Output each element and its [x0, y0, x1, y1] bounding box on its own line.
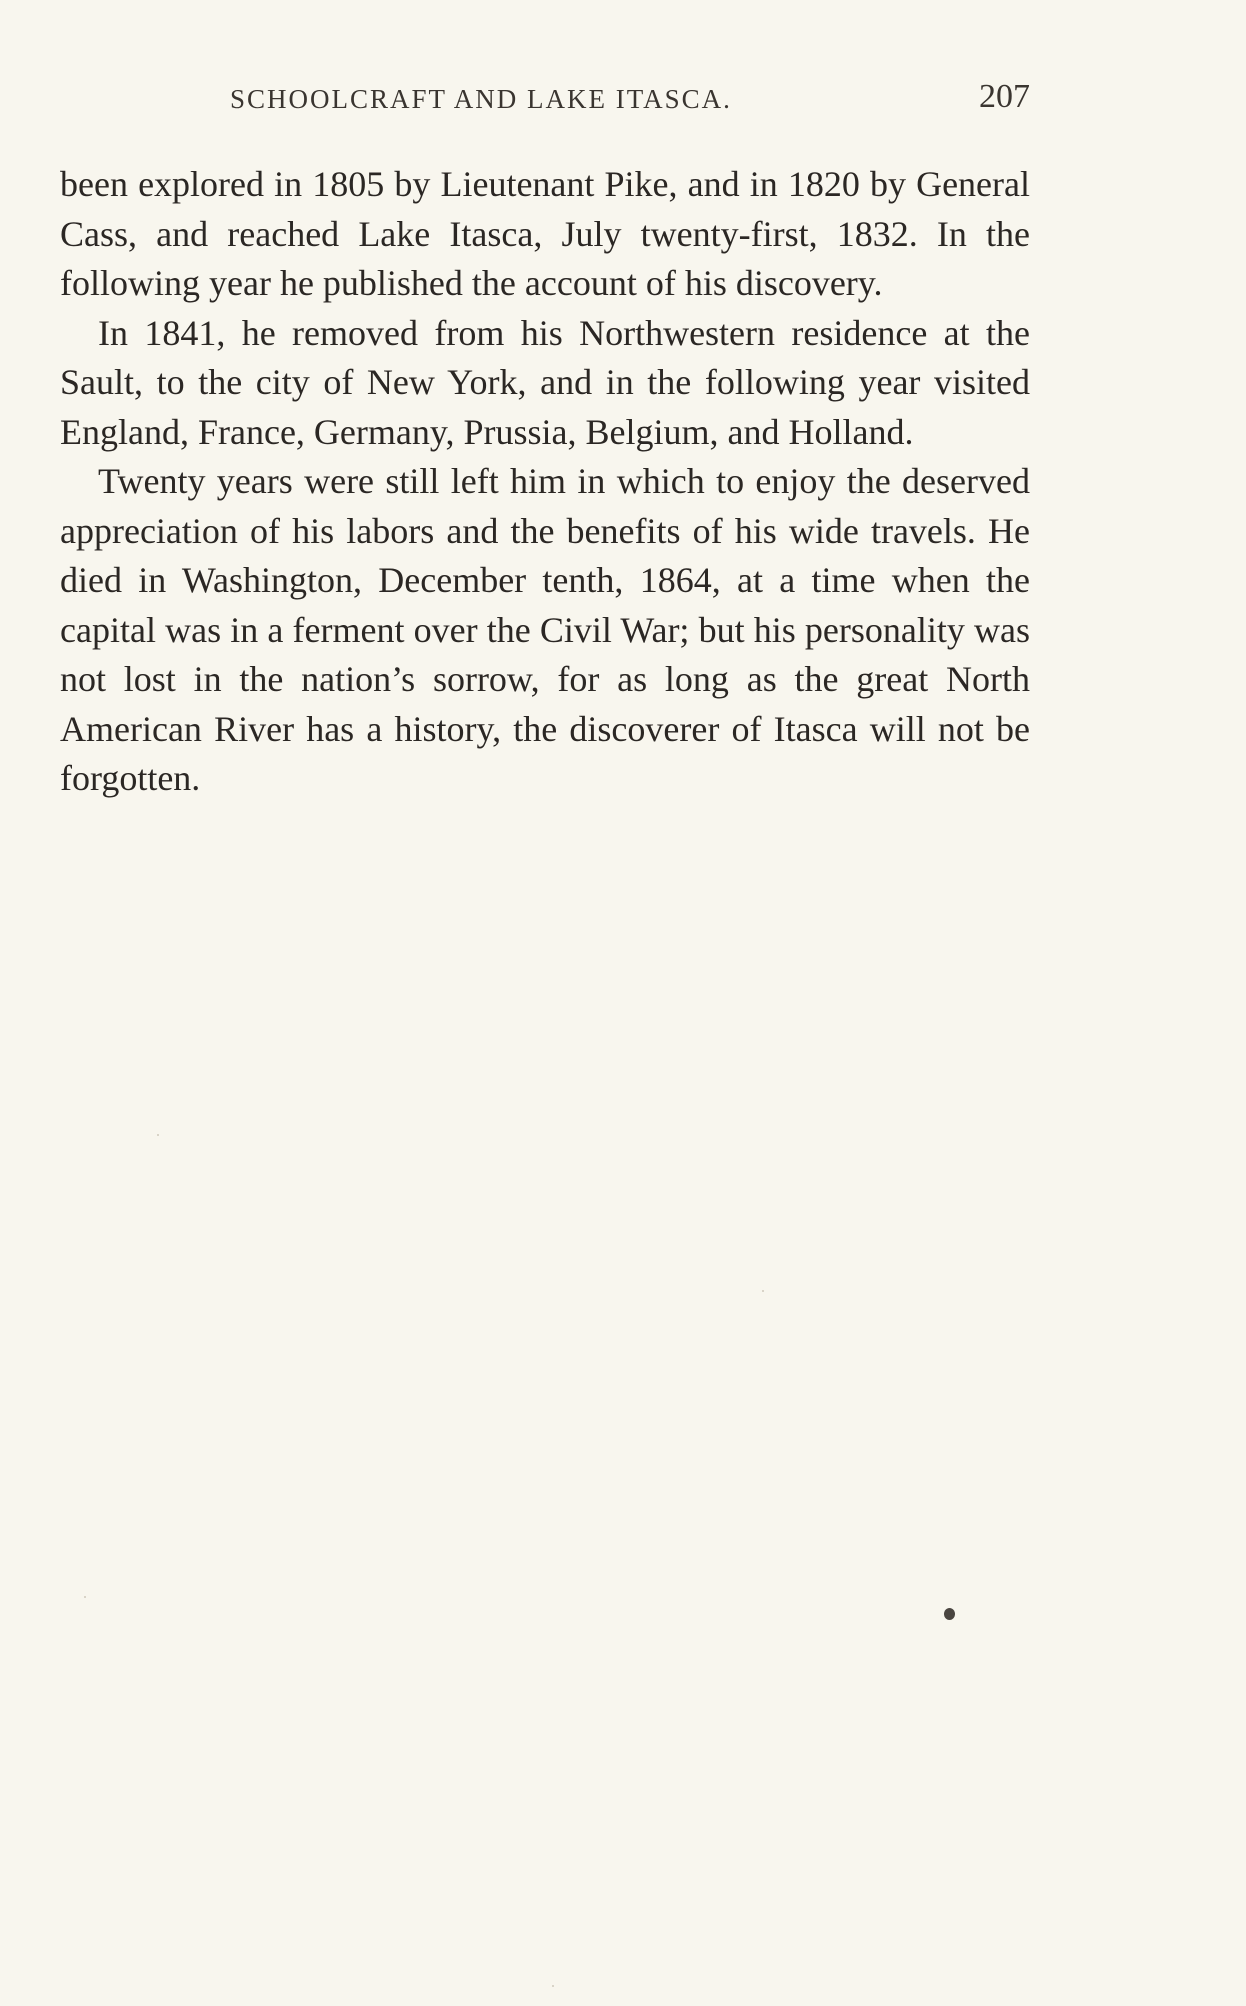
paper-speck [157, 1134, 159, 1136]
running-title: SCHOOLCRAFT AND LAKE ITASCA. [230, 84, 732, 114]
ink-spot [944, 1608, 955, 1620]
paper-speck [762, 1290, 764, 1292]
paragraph-2: In 1841, he removed from his Northwestern residence at the Sault, to the city of New York, and in the following year visited England, France, Germany, Prussia, Belgium, and Holland. [60, 312, 1030, 452]
paper-speck [552, 1985, 554, 1987]
running-head [60, 78, 1030, 118]
paper-speck [84, 1596, 86, 1598]
paragraph-1: been explored in 1805 by Lieutenant Pike, and in 1820 by General Cass, and reached Lake Itasca, July twenty-first, 1832. In the following year he published the account of his discovery. [60, 164, 1030, 303]
body-text [60, 160, 1030, 804]
paragraph-3: Twenty years were still left him in which to enjoy the deserved appreciation of his labors and the benefits of his wide travels. He died in Washington, December tenth, 1864, at a time when the capital was in a ferment over the Civil War; but his personality was not lost in the nation’s sorrow, for as long as the great North American River has a history, the discoverer of Itasca will not be forgotten. [60, 461, 1030, 798]
page-number: 207 [979, 78, 1030, 115]
